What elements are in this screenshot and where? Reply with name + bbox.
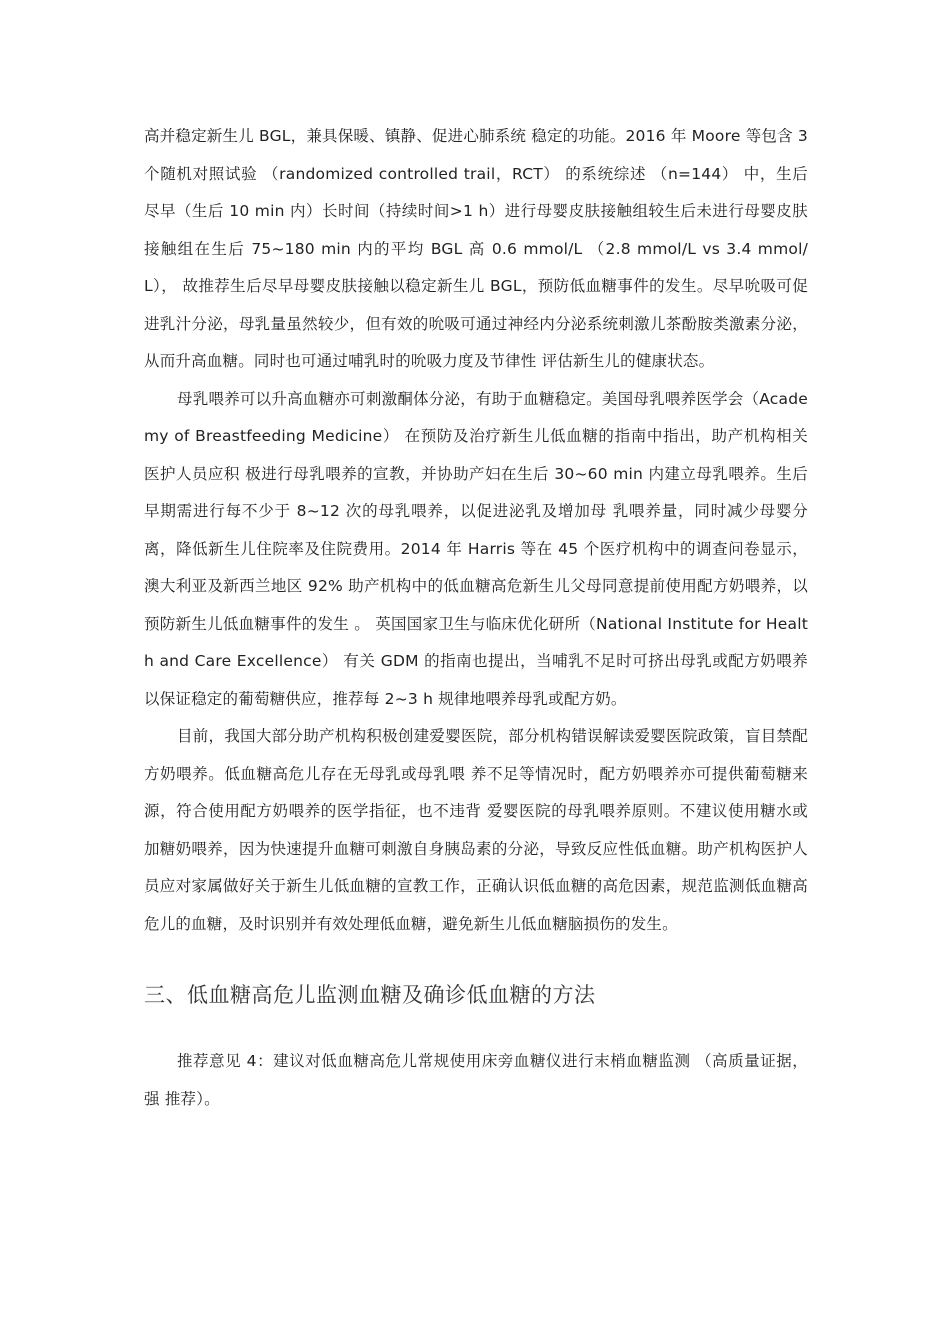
section-heading: 三、低血糖高危儿监测血糖及确诊低血糖的方法 [144, 983, 596, 1007]
recommendation-4: 推荐意见 4：建议对低血糖高危儿常规使用床旁血糖仪进行末梢血糖监测 （高质量证据，强 推荐）。 [144, 1052, 808, 1108]
document-page [144, 118, 808, 1118]
paragraph-breastfeeding: 母乳喂养可以升高血糖亦可刺激酮体分泌，有助于血糖稳定。美国母乳喂养医学会（Academy of Breastfeeding Medicine） 在预防及治疗新生儿低血糖的指南中指出，助产机构相关医护人员应积 极进行母乳喂养的宣教，并协助产妇在生后 30~60 min 内建立母乳喂养。生后早期需进行每不少于 8~12 次的母乳喂养，以促进泌乳及增加母 乳喂养量，同时减少母婴分离，降低新生儿住院率及住院费用。2014 年 Harris 等在 45 个医疗机构中的调查问卷显示，澳大利亚及新西兰地区 92% 助产机构中的低血糖高危新生儿父母同意提前使用配方奶喂养，以预防新生儿低血糖事件的发生 。 英国国家卫生与临床优化研所（National Institute for Health and Care Excellence） 有关 GDM 的指南也提出，当哺乳不足时可挤出母乳或配方奶喂养以保证稳定的葡萄糖供应，推荐每 2~3 h 规律地喂养母乳或配方奶。 [144, 389, 808, 708]
paragraph-skin-contact: 高并稳定新生儿 BGL，兼具保暖、镇静、促进心肺系统 稳定的功能。2016 年 Moore 等包含 3 个随机对照试验 （randomized controlled trail，RCT） 的系统综述 （n=144） 中，生后尽早（生后 10 min 内）长时间（持续时间>1 h）进行母婴皮肤接触组较生后未进行母婴皮肤接触组在生后 75~180 min 内的平均 BGL 高 0.6 mmol/L （2.8 mmol/L vs 3.4 mmol/L）， 故推荐生后尽早母婴皮肤接触以稳定新生儿 BGL，预防低血糖事件的发生。尽早吮吸可促进乳汁分泌，母乳量虽然较少，但有效的吮吸可通过神经内分泌系统刺激儿茶酚胺类激素分泌，从而升高血糖。同时也可通过哺乳时的吮吸力度及节律性 评估新生儿的健康状态。 [144, 127, 808, 370]
paragraph-baby-friendly-hospital: 目前，我国大部分助产机构积极创建爱婴医院，部分机构错误解读爱婴医院政策，盲目禁配方奶喂养。低血糖高危儿存在无母乳或母乳喂 养不足等情况时，配方奶喂养亦可提供葡萄糖来源，符合使用配方奶喂养的医学指征，也不违背 爱婴医院的母乳喂养原则。不建议使用糖水或加糖奶喂养，因为快速提升血糖可刺激自身胰岛素的分泌，导致反应性低血糖。助产机构医护人员应对家属做好关于新生儿低血糖的宣教工作，正确认识低血糖的高危因素，规范监测低血糖高危儿的血糖，及时识别并有效处理低血糖，避免新生儿低血糖脑损伤的发生。 [144, 727, 808, 933]
